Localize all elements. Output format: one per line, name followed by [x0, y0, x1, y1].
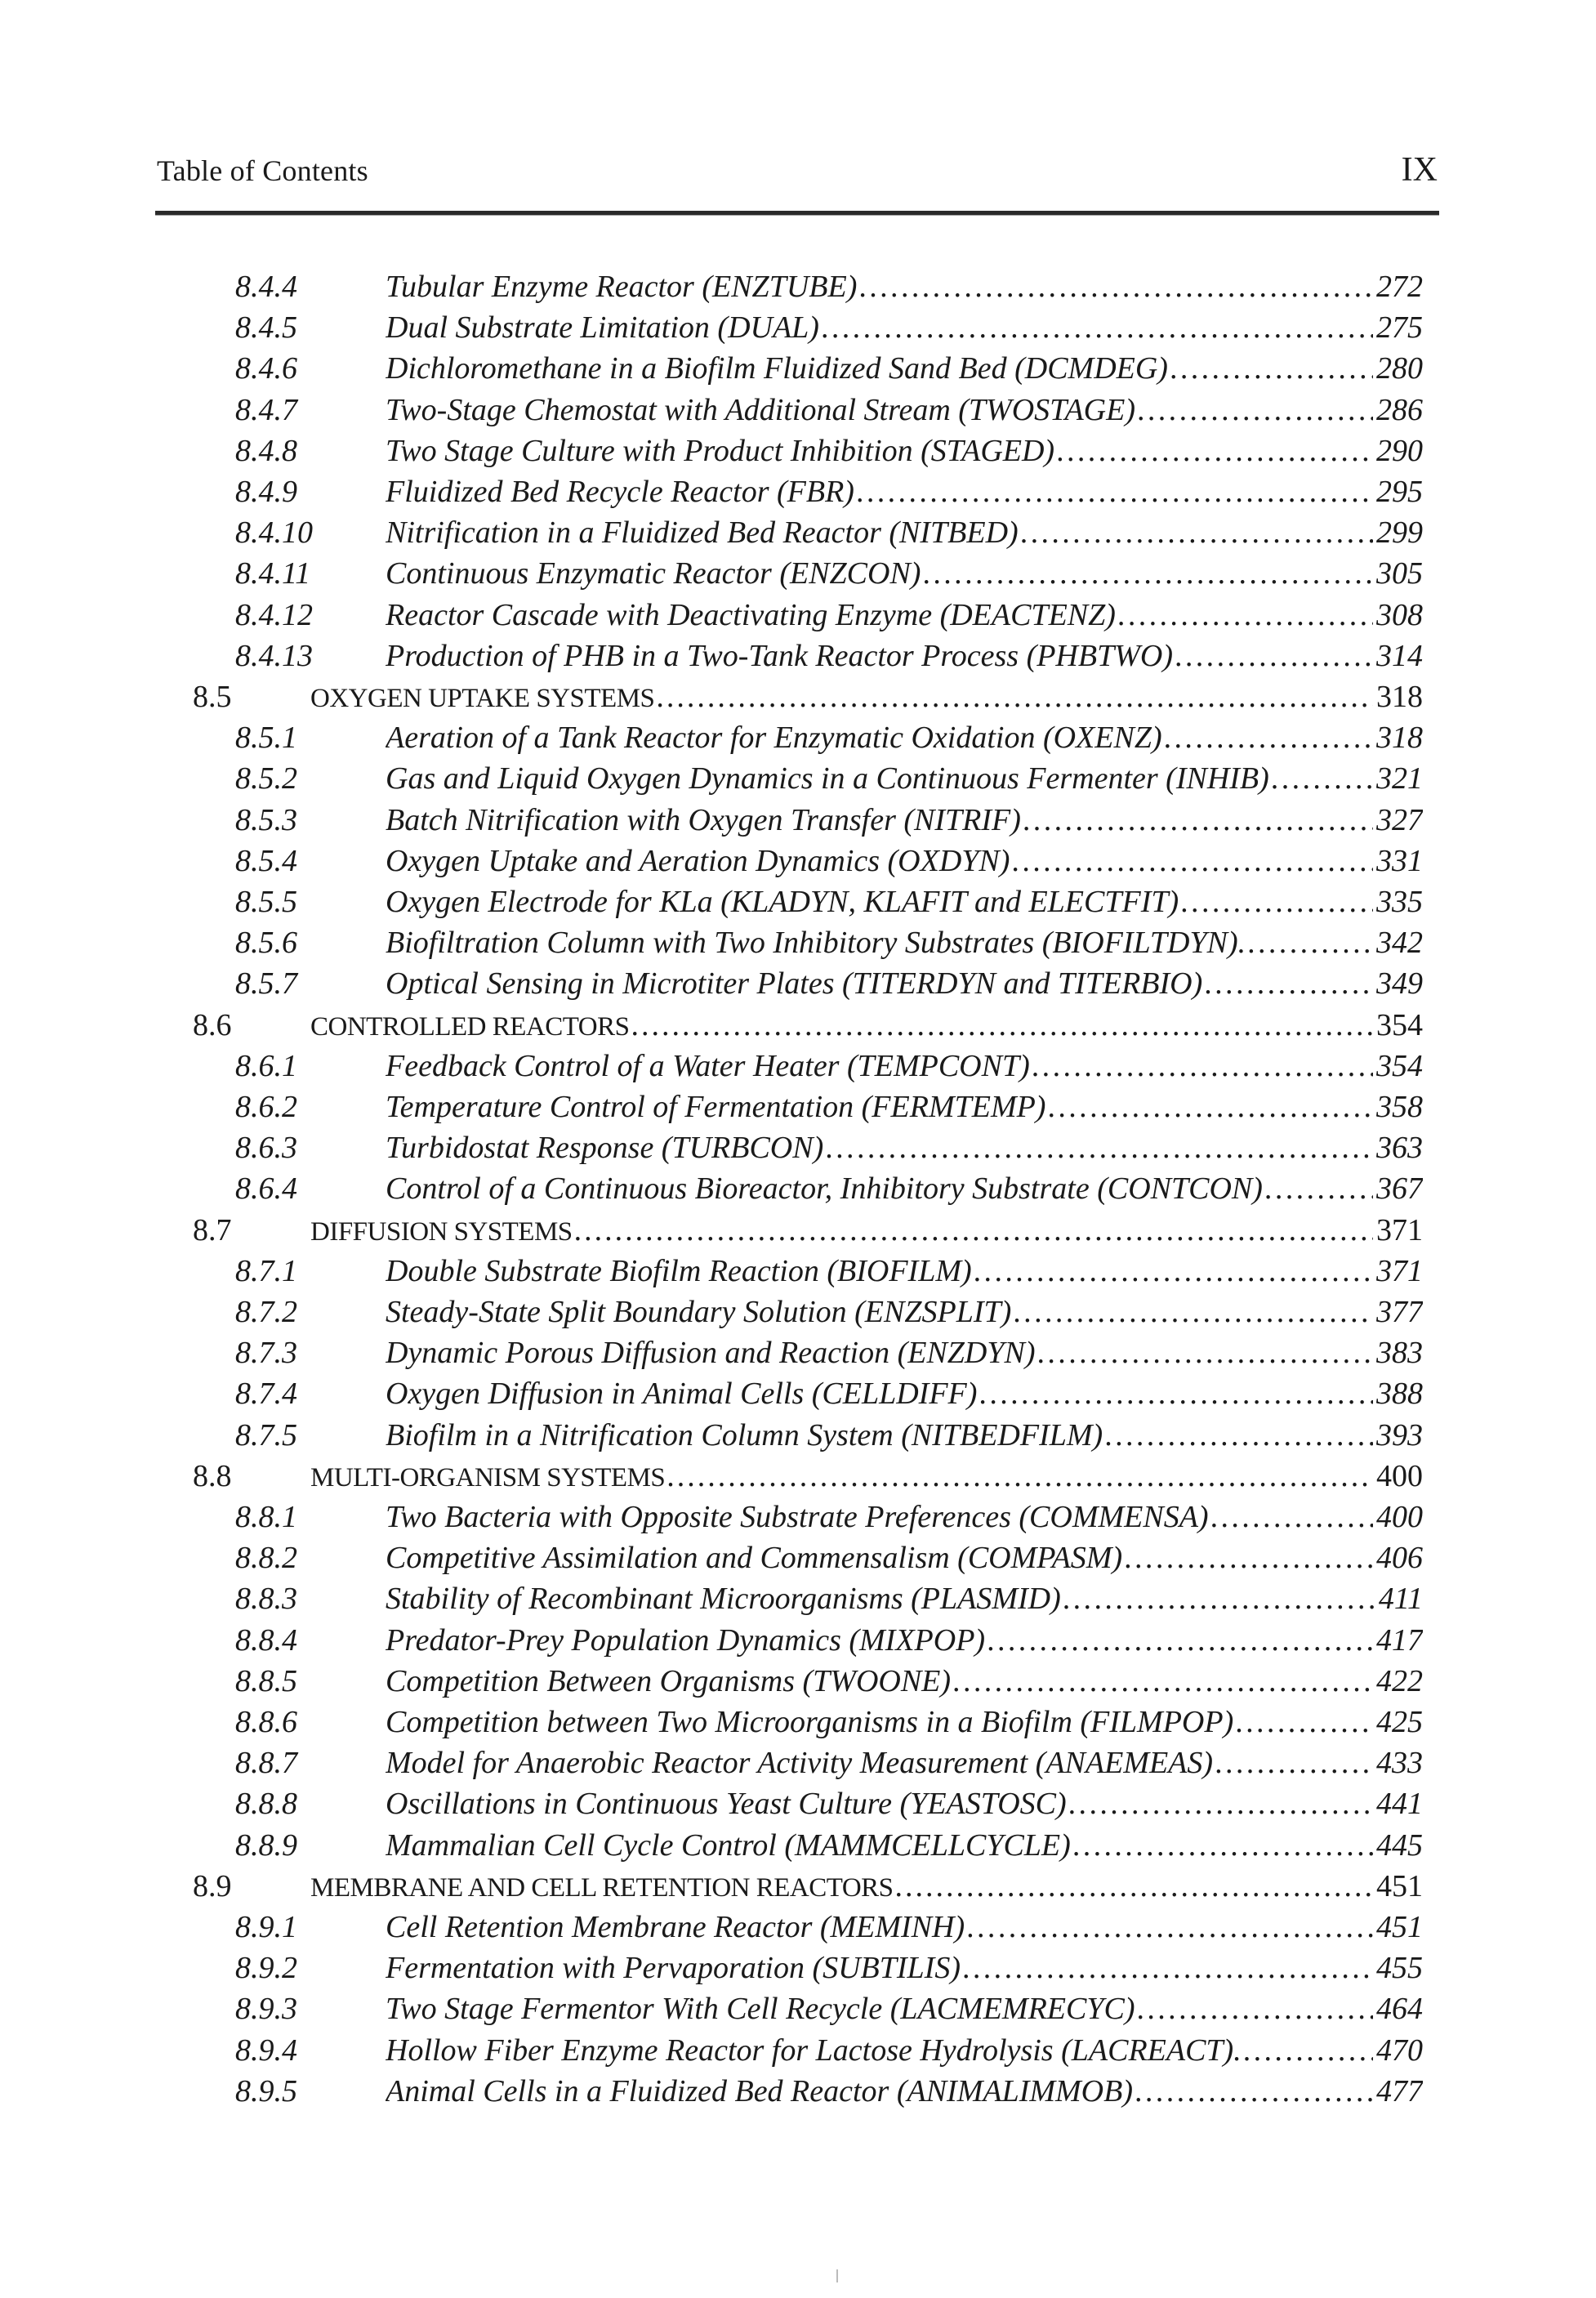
toc-entry-title: Competition Between Organisms (TWOONE) — [386, 1663, 952, 1698]
toc-entry-line — [386, 553, 1423, 594]
toc-subsection-row — [0, 2030, 1596, 2071]
toc-subsection-row — [0, 595, 1596, 636]
toc-entry-page: 280 — [1376, 351, 1423, 386]
toc-entry-number: 8.8.7 — [235, 1746, 297, 1781]
toc-entry-number: 8.6.3 — [235, 1131, 297, 1166]
toc-entry-line — [386, 1742, 1423, 1783]
toc-entry-page: 367 — [1376, 1171, 1423, 1207]
toc-entry-page: 383 — [1376, 1336, 1423, 1371]
toc-dot-leader — [1215, 1742, 1373, 1783]
toc-entry-number: 8.8.6 — [235, 1705, 297, 1739]
toc-entry-line — [386, 1578, 1423, 1619]
toc-entry-line — [386, 1168, 1423, 1209]
toc-entry-page: 342 — [1376, 926, 1423, 961]
toc-subsection-row — [0, 636, 1596, 676]
toc-dot-leader — [1063, 1578, 1375, 1619]
toc-entry-page: 441 — [1376, 1787, 1423, 1822]
toc-dot-leader — [656, 676, 1373, 717]
toc-entry-title: OXYGEN UPTAKE SYSTEMS — [310, 684, 655, 713]
toc-entry-line — [386, 1948, 1423, 1988]
toc-entry-number: 8.7.1 — [235, 1253, 297, 1288]
toc-entry-page: 321 — [1376, 761, 1423, 796]
toc-entry-number: 8.5.5 — [235, 885, 297, 919]
toc-entry-line — [386, 1661, 1423, 1702]
toc-entry-page: 354 — [1376, 1007, 1423, 1042]
toc-subsection-row — [0, 1415, 1596, 1456]
toc-entry-page: 272 — [1376, 270, 1423, 304]
toc-entry-page: 358 — [1376, 1090, 1423, 1124]
toc-entry-line — [386, 1783, 1423, 1824]
toc-dot-leader — [631, 1005, 1374, 1046]
toc-dot-leader — [974, 1251, 1373, 1292]
toc-entry-page: 314 — [1376, 638, 1423, 673]
toc-entry-number: 8.4.12 — [235, 597, 313, 632]
toc-entry-page: 295 — [1376, 475, 1423, 509]
toc-entry-number: 8.9.5 — [235, 2073, 297, 2108]
toc-entry-number: 8.6.1 — [235, 1048, 297, 1083]
toc-entry-line — [386, 1988, 1423, 2029]
toc-entry-number: 8.4.10 — [235, 515, 313, 551]
toc-entry-number: 8.4.8 — [235, 433, 297, 468]
toc-dot-leader — [1235, 1702, 1373, 1742]
toc-entry-number: 8.9.1 — [235, 1910, 297, 1944]
toc-entry-number: 8.8 — [193, 1458, 232, 1493]
toc-entry-number: 8.4.13 — [235, 638, 313, 673]
toc-entry-line — [310, 676, 1423, 719]
toc-subsection-row — [0, 471, 1596, 512]
toc-entry-title: Optical Sensing in Microtiter Plates (TITERDYN and TITERBIO) — [386, 966, 1203, 1002]
toc-entry-title: Cell Retention Membrane Reactor (MEMINH) — [386, 1910, 965, 1944]
toc-dot-leader — [1072, 1825, 1373, 1866]
toc-subsection-row — [0, 1948, 1596, 1988]
toc-entry-page: 422 — [1376, 1663, 1423, 1698]
toc-entry-number: 8.4.4 — [235, 270, 297, 304]
toc-entry-line — [386, 2030, 1423, 2071]
toc-entry-page: 470 — [1376, 2033, 1423, 2068]
toc-entry-number: 8.5.6 — [235, 926, 297, 961]
toc-subsection-row — [0, 1332, 1596, 1373]
toc-entry-title: Continuous Enzymatic Reactor (ENZCON) — [386, 556, 921, 591]
toc-subsection-row — [0, 1825, 1596, 1866]
toc-entry-page: 377 — [1376, 1295, 1423, 1329]
toc-entry-page: 417 — [1376, 1622, 1423, 1658]
toc-dot-leader — [666, 1456, 1373, 1497]
toc-dot-leader — [821, 307, 1373, 348]
toc-dot-leader — [962, 1948, 1373, 1988]
toc-entry-page: 363 — [1376, 1131, 1423, 1166]
toc-entry-page: 393 — [1376, 1417, 1423, 1452]
toc-subsection-row — [0, 717, 1596, 758]
toc-entry-number: 8.8.4 — [235, 1622, 297, 1658]
toc-entry-number: 8.5.3 — [235, 802, 297, 837]
toc-section-row — [0, 1005, 1596, 1046]
toc-entry-number: 8.8.8 — [235, 1787, 297, 1822]
toc-entry-line — [386, 512, 1423, 553]
toc-entry-number: 8.5.2 — [235, 761, 297, 796]
toc-entry-number: 8.9 — [193, 1868, 232, 1903]
toc-entry-title: CONTROLLED REACTORS — [310, 1011, 630, 1042]
toc-section-row — [0, 1866, 1596, 1907]
toc-entry-line — [386, 1620, 1423, 1661]
toc-entry-line — [386, 266, 1423, 307]
toc-entry-page: 371 — [1376, 1212, 1423, 1247]
toc-entry-title: Biofiltration Column with Two Inhibitory Substrates (BIOFILTDYN). — [386, 926, 1246, 961]
toc-entry-title: Competitive Assimilation and Commensalism (COMPASM) — [386, 1541, 1123, 1576]
toc-subsection-row — [0, 963, 1596, 1004]
toc-entry-title: Oxygen Electrode for KLa (KLADYN, KLAFIT and ELECTFIT) — [386, 885, 1179, 919]
toc-entry-page: 349 — [1376, 966, 1423, 1002]
toc-entry-title: Two Stage Fermentor With Cell Recycle (LACMEMRECYC) — [386, 1992, 1135, 2027]
toc-entry-number: 8.7.5 — [235, 1417, 297, 1452]
toc-entry-page: 400 — [1376, 1458, 1423, 1493]
toc-subsection-row — [0, 2071, 1596, 2112]
toc-subsection-row — [0, 1783, 1596, 1824]
toc-entry-title: Reactor Cascade with Deactivating Enzyme (DEACTENZ) — [386, 597, 1116, 632]
toc-entry-title: Predator-Prey Population Dynamics (MIXPOP) — [386, 1622, 986, 1658]
toc-entry-line — [386, 758, 1423, 799]
toc-entry-page: 445 — [1376, 1827, 1423, 1863]
toc-entry-page: 308 — [1376, 597, 1423, 632]
toc-entry-line — [386, 1251, 1423, 1292]
toc-entry-number: 8.6 — [193, 1007, 232, 1042]
toc-entry-line — [386, 881, 1423, 922]
toc-dot-leader — [1210, 1497, 1373, 1537]
toc-subsection-row — [0, 431, 1596, 471]
toc-entry-title: Competition between Two Microorganisms in a Biofilm (FILMPOP) — [386, 1705, 1234, 1739]
toc-entry-title: MEMBRANE AND CELL RETENTION REACTORS — [310, 1872, 894, 1903]
toc-entry-title: Fermentation with Pervaporation (SUBTILIS) — [386, 1951, 961, 1986]
toc-dot-leader — [952, 1661, 1373, 1702]
page-number: IX — [1401, 151, 1438, 189]
toc-dot-leader — [858, 266, 1373, 307]
toc-dot-leader — [856, 471, 1373, 512]
toc-entry-page: 354 — [1376, 1048, 1423, 1083]
toc-entry-line — [386, 636, 1423, 676]
toc-entry-page: 371 — [1376, 1253, 1423, 1288]
toc-entry-line — [386, 348, 1423, 389]
toc-entry-page: 464 — [1376, 1992, 1423, 2027]
toc-subsection-row — [0, 1046, 1596, 1087]
toc-entry-line — [386, 307, 1423, 348]
toc-dot-leader — [922, 553, 1373, 594]
toc-entry-number: 8.5.7 — [235, 966, 297, 1002]
toc-entry-page: 406 — [1376, 1541, 1423, 1576]
toc-entry-line — [386, 1292, 1423, 1332]
toc-entry-page: 335 — [1376, 885, 1423, 919]
toc-entry-line — [386, 1537, 1423, 1578]
toc-entry-page: 455 — [1376, 1951, 1423, 1986]
toc-dot-leader — [1243, 2030, 1373, 2071]
toc-entry-page: 425 — [1376, 1705, 1423, 1739]
toc-entry-title: Temperature Control of Fermentation (FERMTEMP) — [386, 1090, 1046, 1124]
toc-entry-page: 388 — [1376, 1377, 1423, 1412]
toc-entry-line — [386, 1825, 1423, 1866]
toc-subsection-row — [0, 390, 1596, 431]
toc-entry-number: 8.5.1 — [235, 721, 297, 756]
toc-entry-line — [310, 1210, 1423, 1252]
toc-entry-page: 477 — [1376, 2073, 1423, 2108]
toc-entry-title: Dual Substrate Limitation (DUAL) — [386, 310, 819, 346]
toc-entry-line — [386, 2071, 1423, 2112]
toc-subsection-row — [0, 307, 1596, 348]
toc-dot-leader — [1056, 431, 1373, 471]
toc-subsection-row — [0, 348, 1596, 389]
toc-subsection-row — [0, 1578, 1596, 1619]
toc-entry-number: 8.4.9 — [235, 475, 297, 509]
toc-entry-number: 8.7.4 — [235, 1377, 297, 1412]
toc-subsection-row — [0, 1702, 1596, 1742]
toc-section-row — [0, 1210, 1596, 1251]
toc-entry-page: 275 — [1376, 310, 1423, 346]
toc-subsection-row — [0, 841, 1596, 881]
toc-entry-title: Two Bacteria with Opposite Substrate Preferences (COMMENSA) — [386, 1500, 1209, 1534]
toc-dot-leader — [1124, 1537, 1373, 1578]
toc-entry-title: Dichloromethane in a Biofilm Fluidized Sand Bed (DCMDEG) — [386, 351, 1168, 386]
toc-subsection-row — [0, 1292, 1596, 1332]
toc-dot-leader — [1104, 1415, 1373, 1456]
toc-entry-line — [386, 1046, 1423, 1087]
toc-entry-line — [386, 1907, 1423, 1948]
toc-entry-title: Steady-State Split Boundary Solution (ENZSPLIT) — [386, 1295, 1012, 1329]
toc-entry-page: 299 — [1376, 515, 1423, 551]
toc-entry-title: Two-Stage Chemostat with Additional Stream (TWOSTAGE) — [386, 392, 1135, 427]
toc-entry-title: Stability of Recombinant Microorganisms (PLASMID) — [386, 1582, 1061, 1617]
toc-subsection-row — [0, 512, 1596, 553]
toc-subsection-row — [0, 1907, 1596, 1948]
scan-mark — [836, 2269, 838, 2282]
toc-dot-leader — [966, 1907, 1373, 1948]
toc-subsection-row — [0, 1087, 1596, 1127]
toc-entry-number: 8.7.2 — [235, 1295, 297, 1329]
toc-entry-title: Mammalian Cell Cycle Control (MAMMCELLCYCLE) — [386, 1827, 1071, 1863]
toc-dot-leader — [1175, 636, 1373, 676]
toc-subsection-row — [0, 553, 1596, 594]
toc-dot-leader — [1170, 348, 1373, 389]
toc-dot-leader — [1137, 390, 1373, 431]
toc-subsection-row — [0, 1988, 1596, 2029]
toc-entry-number: 8.9.2 — [235, 1951, 297, 1986]
toc-dot-leader — [574, 1210, 1373, 1251]
toc-entry-number: 8.4.6 — [235, 351, 297, 386]
header-rule — [155, 211, 1439, 216]
toc-entry-number: 8.8.2 — [235, 1541, 297, 1576]
toc-entry-number: 8.8.1 — [235, 1500, 297, 1534]
toc-entry-line — [386, 1373, 1423, 1414]
toc-dot-leader — [1164, 717, 1373, 758]
toc-subsection-row — [0, 1620, 1596, 1661]
toc-entry-line — [386, 717, 1423, 758]
toc-subsection-row — [0, 800, 1596, 841]
toc-entry-line — [386, 1332, 1423, 1373]
toc-entry-line — [386, 1702, 1423, 1742]
toc-entry-line — [310, 1005, 1423, 1047]
toc-entry-number: 8.9.4 — [235, 2033, 297, 2068]
toc-entry-title: Turbidostat Response (TURBCON) — [386, 1131, 824, 1166]
toc-entry-title: Dynamic Porous Diffusion and Reaction (ENZDYN) — [386, 1336, 1036, 1371]
toc-entry-title: Aeration of a Tank Reactor for Enzymatic Oxidation (OXENZ) — [386, 721, 1162, 756]
toc-entry-number: 8.9.3 — [235, 1992, 297, 2027]
toc-entry-number: 8.8.3 — [235, 1582, 297, 1617]
toc-subsection-row — [0, 758, 1596, 799]
toc-entry-line — [386, 800, 1423, 841]
page-header — [157, 151, 1438, 203]
toc-dot-leader — [1136, 1988, 1373, 2029]
toc-entry-line — [310, 1866, 1423, 1908]
toc-dot-leader — [1023, 800, 1373, 841]
toc-dot-leader — [1180, 881, 1373, 922]
toc-entry-line — [386, 922, 1423, 963]
toc-dot-leader — [987, 1620, 1373, 1661]
toc-subsection-row — [0, 1251, 1596, 1292]
toc-dot-leader — [1047, 1087, 1373, 1127]
toc-subsection-row — [0, 1373, 1596, 1414]
toc-entry-page: 318 — [1376, 680, 1423, 714]
toc-dot-leader — [1135, 2071, 1373, 2112]
toc-entry-title: Oxygen Diffusion in Animal Cells (CELLDIFF) — [386, 1377, 978, 1412]
toc-dot-leader — [1117, 595, 1373, 636]
toc-entry-title: DIFFUSION SYSTEMS — [310, 1216, 573, 1247]
toc-entry-number: 8.5 — [193, 680, 232, 714]
toc-entry-number: 8.8.5 — [235, 1663, 297, 1698]
toc-entry-number: 8.6.4 — [235, 1171, 297, 1207]
toc-entry-title: Control of a Continuous Bioreactor, Inhibitory Substrate (CONTCON) — [386, 1171, 1263, 1207]
toc-subsection-row — [0, 266, 1596, 307]
toc-dot-leader — [1011, 841, 1373, 881]
toc-entry-line — [386, 431, 1423, 471]
toc-subsection-row — [0, 922, 1596, 963]
toc-dot-leader — [979, 1373, 1373, 1414]
toc-entry-number: 8.4.11 — [235, 556, 311, 591]
toc-entry-number: 8.5.4 — [235, 843, 297, 878]
toc-dot-leader — [1264, 1168, 1373, 1209]
toc-entry-page: 400 — [1376, 1500, 1423, 1534]
toc-entry-line — [386, 471, 1423, 512]
toc-entry-page: 305 — [1376, 556, 1423, 591]
toc-entry-title: Nitrification in a Fluidized Bed Reactor (NITBED) — [386, 515, 1019, 551]
toc-dot-leader — [825, 1127, 1373, 1168]
toc-dot-leader — [1204, 963, 1373, 1004]
toc-entry-line — [386, 1127, 1423, 1168]
toc-entry-line — [386, 963, 1423, 1004]
running-head-title: Table of Contents — [157, 154, 368, 187]
toc-entry-number: 8.4.5 — [235, 310, 297, 346]
toc-section-row — [0, 676, 1596, 717]
toc-entry-line — [386, 390, 1423, 431]
toc-entry-line — [386, 1497, 1423, 1537]
toc-entry-title: Gas and Liquid Oxygen Dynamics in a Continuous Fermenter (INHIB) — [386, 761, 1269, 796]
toc-entry-title: Animal Cells in a Fluidized Bed Reactor (ANIMALIMMOB) — [386, 2073, 1133, 2108]
toc-entry-number: 8.7.3 — [235, 1336, 297, 1371]
toc-entry-title: Tubular Enzyme Reactor (ENZTUBE) — [386, 270, 858, 304]
toc-entry-page: 290 — [1376, 433, 1423, 468]
toc-dot-leader — [1271, 758, 1373, 799]
toc-entry-title: Fluidized Bed Recycle Reactor (FBR) — [386, 475, 854, 509]
toc-entry-title: MULTI-ORGANISM SYSTEMS — [310, 1462, 666, 1493]
toc-entry-line — [386, 1087, 1423, 1127]
toc-subsection-row — [0, 1168, 1596, 1209]
toc-dot-leader — [1032, 1046, 1373, 1087]
toc-entry-title: Production of PHB in a Two-Tank Reactor Process (PHBTWO) — [386, 638, 1173, 673]
toc-subsection-row — [0, 881, 1596, 922]
toc-dot-leader — [1013, 1292, 1373, 1332]
toc-entry-page: 331 — [1376, 843, 1423, 878]
toc-dot-leader — [1068, 1783, 1373, 1824]
toc-entry-number: 8.6.2 — [235, 1090, 297, 1124]
toc-subsection-row — [0, 1497, 1596, 1537]
toc-subsection-row — [0, 1537, 1596, 1578]
toc-entry-page: 327 — [1376, 802, 1423, 837]
toc-dot-leader — [1247, 922, 1373, 963]
toc-entry-number: 8.8.9 — [235, 1827, 297, 1863]
toc-entry-title: Model for Anaerobic Reactor Activity Measurement (ANAEMEAS) — [386, 1746, 1214, 1781]
toc-entry-title: Double Substrate Biofilm Reaction (BIOFILM) — [386, 1253, 972, 1288]
toc-entry-page: 451 — [1376, 1868, 1423, 1903]
toc-entry-title: Feedback Control of a Water Heater (TEMPCONT) — [386, 1048, 1030, 1083]
toc-entry-title: Two Stage Culture with Product Inhibition (STAGED) — [386, 433, 1055, 468]
toc-entry-page: 451 — [1376, 1910, 1423, 1944]
toc-entry-page: 286 — [1376, 392, 1423, 427]
toc-entry-title: Oxygen Uptake and Aeration Dynamics (OXDYN) — [386, 843, 1010, 878]
toc-section-row — [0, 1456, 1596, 1497]
toc-entry-number: 8.7 — [193, 1212, 232, 1247]
toc-entry-page: 318 — [1376, 721, 1423, 756]
toc-subsection-row — [0, 1742, 1596, 1783]
toc-entry-line — [310, 1456, 1423, 1498]
toc-dot-leader — [1037, 1332, 1374, 1373]
toc-entry-number: 8.4.7 — [235, 392, 297, 427]
toc-dot-leader — [1020, 512, 1373, 553]
toc-subsection-row — [0, 1661, 1596, 1702]
toc-entry-title: Batch Nitrification with Oxygen Transfer (NITRIF) — [386, 802, 1021, 837]
toc-entry-page: 433 — [1376, 1746, 1423, 1781]
toc-entry-title: Biofilm in a Nitrification Column System (NITBEDFILM) — [386, 1417, 1103, 1452]
toc-entry-line — [386, 1415, 1423, 1456]
toc-entry-title: Oscillations in Continuous Yeast Culture (YEASTOSC) — [386, 1787, 1067, 1822]
toc-entry-title: Hollow Fiber Enzyme Reactor for Lactose Hydrolysis (LACREACT). — [386, 2033, 1242, 2068]
toc-entry-line — [386, 595, 1423, 636]
toc-entry-page: 411 — [1378, 1582, 1423, 1617]
toc-dot-leader — [895, 1866, 1373, 1907]
toc-subsection-row — [0, 1127, 1596, 1168]
toc-entry-line — [386, 841, 1423, 881]
